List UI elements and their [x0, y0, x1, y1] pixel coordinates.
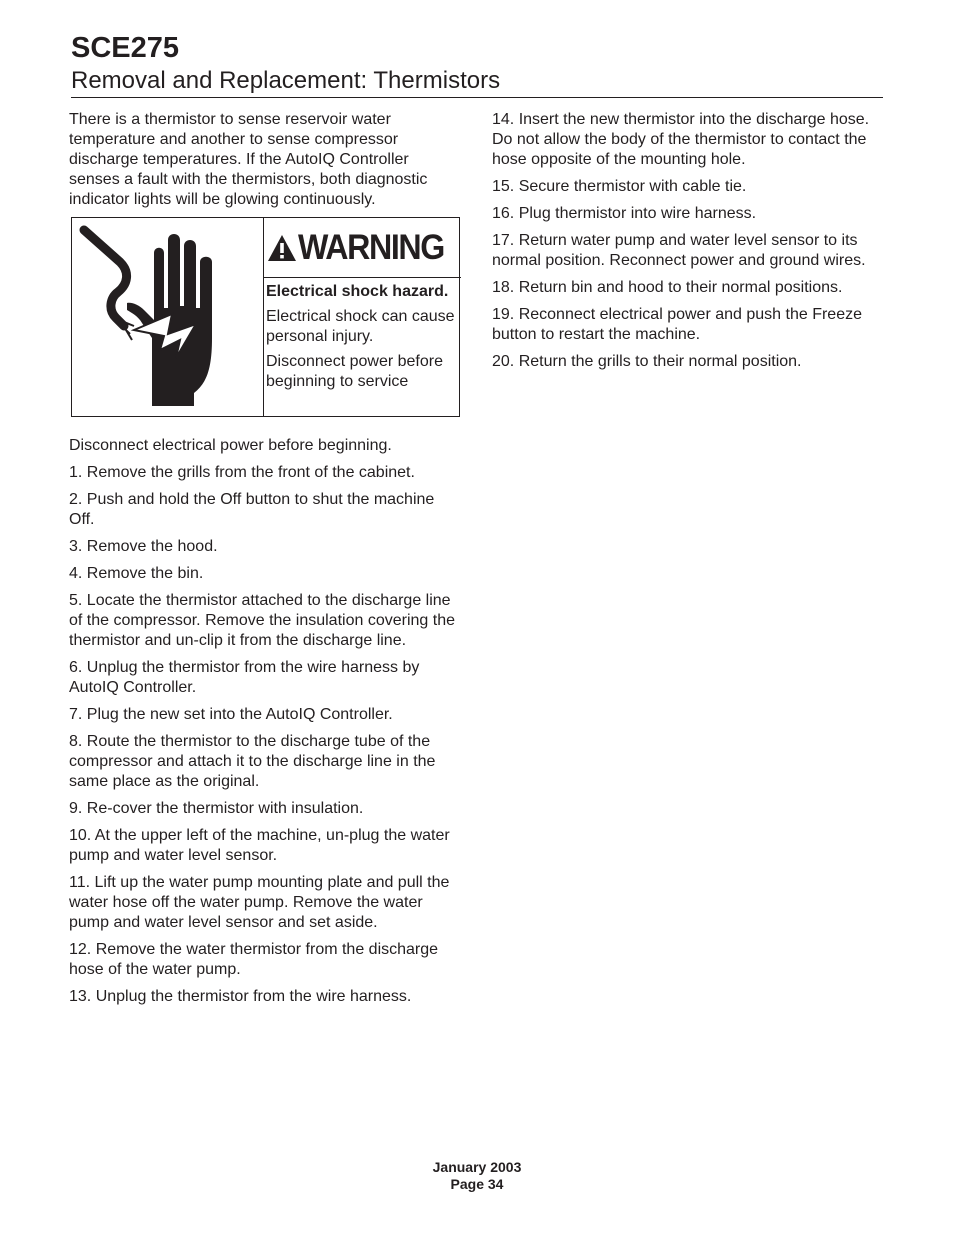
step-item: 17. Return water pump and water level sensor to its normal position. Reconnect power and ground wires. — [492, 232, 866, 269]
step-item: 3. Remove the hood. — [69, 538, 218, 555]
page-footer — [377, 1159, 577, 1193]
electrical-shock-hand-icon — [72, 218, 264, 416]
procedure-steps-right — [492, 110, 884, 379]
warning-banner — [264, 218, 461, 278]
step-item: 5. Locate the thermistor attached to the discharge line of the compressor. Remove the insulation covering the thermistor and un-clip it from the discharge line. — [69, 592, 455, 649]
lead-text: Disconnect electrical power before beginning. — [69, 437, 392, 454]
header-rule — [71, 97, 883, 98]
step-item: 18. Return bin and hood to their normal positions. — [492, 279, 843, 296]
step-item: 2. Push and hold the Off button to shut the machine Off. — [69, 491, 435, 528]
document-title: SCE275 — [71, 32, 180, 64]
step-item: 16. Plug thermistor into wire harness. — [492, 205, 757, 222]
step-item: 15. Secure thermistor with cable tie. — [492, 178, 747, 195]
footer-date: January 2003 — [432, 1159, 522, 1175]
warning-triangle-icon — [266, 233, 298, 263]
intro-paragraph — [69, 110, 461, 210]
step-item: 6. Unplug the thermistor from the wire harness by AutoIQ Controller. — [69, 659, 420, 696]
step-item: 13. Unplug the thermistor from the wire harness. — [69, 988, 412, 1005]
hazard-instruction: Disconnect power before beginning to service — [266, 353, 443, 390]
step-item: 20. Return the grills to their normal position. — [492, 353, 802, 370]
step-item: 4. Remove the bin. — [69, 565, 204, 582]
warning-label: WARNING — [298, 227, 444, 267]
step-item: 11. Lift up the water pump mounting plate and pull the water hose off the water pump. Remove the water pump and water level sensor and set aside. — [69, 874, 450, 931]
step-item: 19. Reconnect electrical power and push the Freeze button to restart the machine. — [492, 306, 862, 343]
warning-box — [71, 217, 460, 417]
step-item: 1. Remove the grills from the front of the cabinet. — [69, 464, 415, 481]
hazard-consequence: Electrical shock can cause personal injury. — [266, 308, 455, 345]
page-header — [71, 30, 883, 96]
procedure-steps-left — [69, 436, 464, 1014]
step-item: 9. Re-cover the thermistor with insulation. — [69, 800, 364, 817]
warning-message — [266, 282, 458, 397]
intro-text: There is a thermistor to sense reservoir water temperature and another to sense compressor discharge temperatures. If the AutoIQ Controller senses a fault with the thermistors, both diagnostic indicator lights will be glowing continuously. — [69, 111, 428, 208]
step-item: 14. Insert the new thermistor into the discharge hose. Do not allow the body of the thermistor to contact the hose opposite of the mounting hole. — [492, 111, 870, 168]
step-item: 7. Plug the new set into the AutoIQ Controller. — [69, 706, 393, 723]
section-title: Removal and Replacement: Thermistors — [71, 67, 501, 94]
step-item: 10. At the upper left of the machine, un-plug the water pump and water level sensor. — [69, 827, 450, 864]
step-item: 8. Route the thermistor to the discharge tube of the compressor and attach it to the discharge line in the same place as the original. — [69, 733, 436, 790]
hazard-heading: Electrical shock hazard. — [266, 283, 449, 300]
step-item: 12. Remove the water thermistor from the discharge hose of the water pump. — [69, 941, 439, 978]
page-number: Page 34 — [450, 1176, 504, 1192]
